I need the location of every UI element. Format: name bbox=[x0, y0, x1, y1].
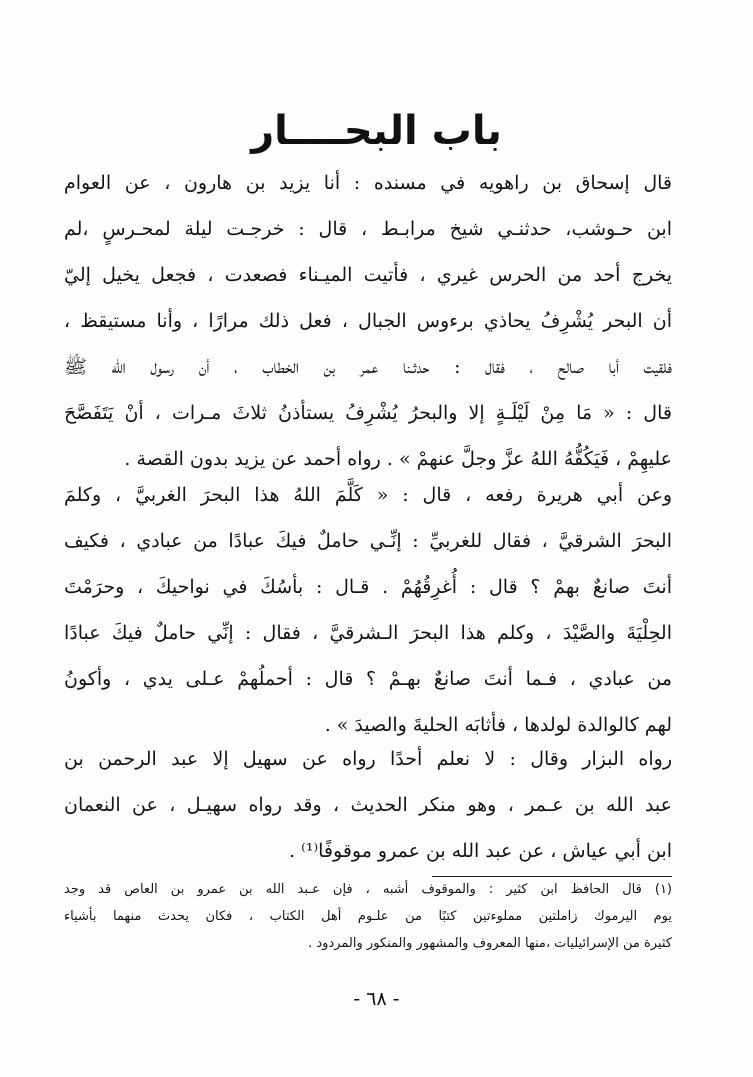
paragraph-2 bbox=[64, 472, 672, 748]
text-line: من عبادي ، فـما أنتَ صانعٌ بهـمْ ؟ قال : أحملُهمْ عـلى يدي ، وأكونُ bbox=[64, 668, 672, 690]
text-line: رواه البزار وقال : لا نعلم أحدًا رواه عن سهيل إلا عبد الرحمن بن bbox=[64, 748, 672, 770]
text-line: فلقيت أبا صالح ، فقال : حدثـنا عمر بن الخطاب ، أن رسول الله ﷺ bbox=[64, 356, 672, 378]
footnote-line: (١) قال الحافظ ابن كثير : والموقوف أشبه ، فإن عـبد الله بن عمرو بن العاص قد وجد bbox=[64, 882, 672, 897]
text-line: البحرَ الشرقيَّ ، فقال للغربيِّ : إنِّـي حاملٌ فيكَ عبادًا من عبادي ، فكيف bbox=[64, 530, 672, 552]
text-line: لهم كالوالدة لولدها ، فأثابَه الحليةَ والصيدَ » . bbox=[324, 714, 672, 736]
text-line: وعن أبي هريرة رفعه ، قال : « كَلَّمَ اللهُ هذا البحرَ الغربيَّ ، وكلمَ bbox=[64, 484, 672, 506]
chapter-title: باب البحــــار bbox=[251, 108, 502, 154]
paragraph-3 bbox=[64, 736, 672, 874]
text-line: عبد الله بن عـمر ، وهو منكر الحديث ، وقد رواه سهيـل ، عن النعمان bbox=[64, 794, 672, 816]
text-line: ابن حـوشب، حدثنـي شيخ مرابـط ، قال : خرجـت ليلة لمحـرسٍ ،لم bbox=[64, 218, 672, 240]
text-line: ابن أبي عياش ، عن عبد الله بن عمرو موقوفًا⁽¹⁾ . bbox=[289, 840, 672, 862]
text-line: قال إسحاق بن راهويه في مسنده : أنا يزيد بن هارون ، عن العوام bbox=[64, 172, 672, 194]
text-line: يخرج أحد من الحرس غيري ، فأتيت الميـناء فصعدت ، فجعل يخيل إليّ bbox=[64, 264, 672, 286]
text-line: الحِلْيَةَ والصَّيْدَ ، وكلم هذا البحرَ الـشرقيَّ ، فقال : إنِّي حاملٌ فيكَ عبادًا bbox=[64, 622, 672, 644]
text-line: عليهِمْ ، فَيَكُفُّهُ اللهُ عزَّ وجلَّ عنهمْ » . رواه أحمد عن يزيد بدون القصة . bbox=[124, 448, 672, 470]
text-line: أنتَ صانعٌ بهمْ ؟ قال : أُغرِقُهُمْ . قـال : بأسُكَ في نواحيكَ ، وحرَمْتَ bbox=[64, 576, 672, 598]
text-line: قال : « مَا مِنْ لَيْلَـةٍ إلا والبحرُ يُشْرِفُ يستأذنُ ثلاثَ مـرات ، أنْ يَتَفَصَّحَ bbox=[64, 402, 672, 424]
text-line: أن البحر يُشْرِفُ يحاذي برءوس الجبال ، فعل ذلك مرارًا ، وأنا مستيقظ ، bbox=[64, 310, 672, 332]
page-number: - ٦٨ - bbox=[353, 988, 400, 1010]
footnote-line: يوم اليرموك زاملتين مملوءتين كتبًا من علـوم أهل الكتاب ، فكان يحدث منهما بأشياء bbox=[64, 909, 672, 924]
footnote bbox=[64, 876, 672, 957]
footnote-line: كثيرة من الإسرائيليات ،منها المعروف والمشهور والمنكور والمردود . bbox=[308, 936, 672, 951]
paragraph-1 bbox=[64, 160, 672, 482]
